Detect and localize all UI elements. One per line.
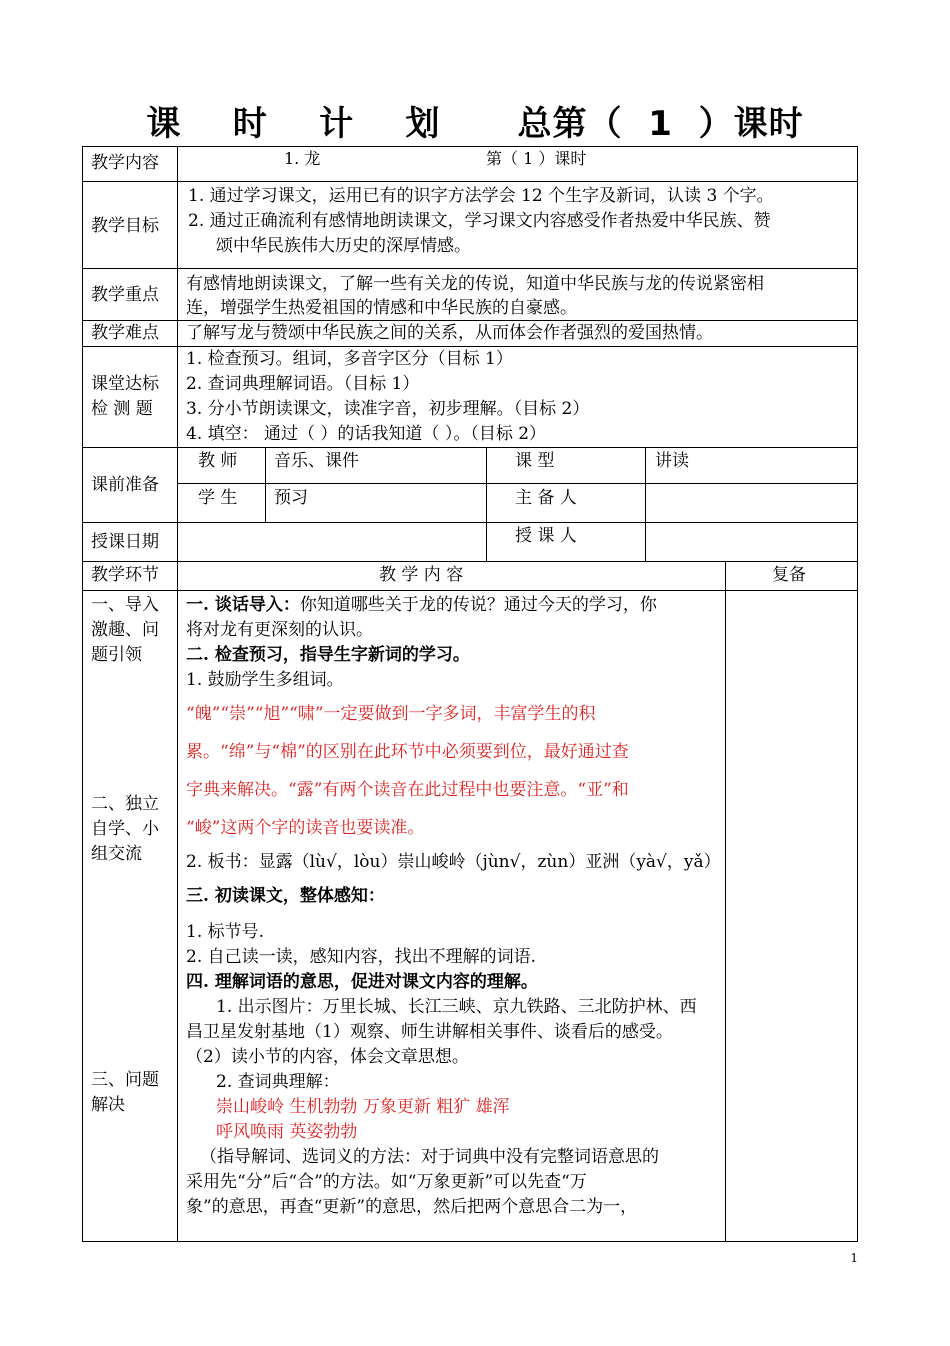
stage-2: 组交流 [91, 844, 142, 864]
section-4-heading: 四. 理解词语的意思，促进对课文内容的理解。 [186, 972, 538, 992]
goals-label: 教学目标 [91, 216, 159, 236]
teacher-label: 教 师 [198, 451, 238, 471]
section-3-item-2: 2. 自己读一读，感知内容，找出不理解的词语. [186, 947, 537, 967]
assessment-label: 检 测 题 [91, 399, 153, 419]
section-2-item-1: 1. 鼓励学生多组词。 [186, 670, 344, 690]
instructor-label: 授 课 人 [515, 526, 577, 546]
vocab-words: 崇山峻岭 生机勃勃 万象更新 粗犷 雄浑 [216, 1097, 510, 1117]
row-divider [177, 483, 858, 484]
stage-3: 三、问题 [91, 1070, 159, 1090]
title-char: 划 [405, 104, 441, 144]
row-divider [82, 447, 858, 448]
row-divider [82, 181, 858, 182]
difficulty-text: 了解写龙与赞颂中华民族之间的关系，从而体会作者强烈的爱国热情。 [186, 323, 713, 343]
assessment-label: 课堂达标 [91, 374, 159, 394]
column-divider [725, 561, 726, 1242]
key-points-line: 有感情地朗读课文，了解一些有关龙的传说，知道中华民族与龙的传说紧密相 [186, 274, 764, 294]
title-suffix: ）课时 [698, 104, 804, 144]
notes-header: 复备 [772, 565, 806, 585]
goal-item-2-cont: 颂中华民族伟大历史的深厚情感。 [216, 236, 471, 256]
goal-item-1: 1. 通过学习课文，运用已有的识字方法学会 12 个生字及新词，认读 3 个字。 [188, 186, 774, 206]
content-header: 教 学 内 容 [379, 565, 464, 585]
title-char: 课 [146, 104, 182, 144]
title-char: 计 [319, 104, 355, 144]
column-divider [486, 447, 487, 561]
teacher-value: 音乐、课件 [274, 451, 359, 471]
section-3-item-1: 1. 标节号. [186, 922, 265, 942]
section-1 [186, 593, 657, 618]
section-2-item-2: 2. 板书：显露（lù√，lòu）崇山峻岭（jùn√，zùn）亚洲（yà√，yǎ） [186, 852, 721, 872]
stage-1: 题引领 [91, 645, 142, 665]
column-divider [645, 447, 646, 561]
assessment-item-3: 3. 分小节朗读课文，读准字音，初步理解。（目标 2） [186, 399, 590, 419]
row-divider [82, 561, 858, 562]
column-divider [177, 146, 178, 1242]
lesson-period: 第（ 1 ）课时 [486, 149, 587, 168]
stage-header: 教学环节 [91, 565, 159, 585]
student-label: 学 生 [198, 488, 238, 508]
page-title [0, 96, 950, 145]
stage-1: 一、导入 [91, 595, 159, 615]
section-2-note: “魄”“崇”“旭”“啸”一定要做到一字多词，丰富学生的积 [186, 704, 596, 724]
section-2-heading: 二. 检查预习，指导生字新词的学习。 [186, 645, 470, 665]
page-number: 1 [850, 1251, 858, 1265]
stage-3: 解决 [91, 1095, 125, 1115]
stage-2: 自学、小 [91, 819, 159, 839]
method-note: 采用先“分”后“合”的方法。如“万象更新”可以先查“万 [186, 1172, 587, 1192]
stage-2: 二、独立 [91, 794, 159, 814]
row-divider [82, 268, 858, 269]
type-label: 课 型 [515, 451, 555, 471]
section-1-heading: 一. 谈话导入： [186, 595, 300, 615]
key-points-label: 教学重点 [91, 285, 159, 305]
title-total: 总第（ [517, 104, 623, 144]
stage-1: 激趣、问 [91, 620, 159, 640]
section-2-note: 字典来解决。“露”有两个读音在此过程中也要注意。“亚”和 [186, 780, 629, 800]
section-4-item-1: （2）读小节的内容，体会文章思想。 [186, 1047, 469, 1067]
section-1-text: 将对龙有更深刻的认识。 [186, 620, 373, 640]
assessment-item-2: 2. 查词典理解词语。（目标 1） [186, 374, 420, 394]
title-number: 1 [648, 104, 673, 144]
type-value: 讲读 [655, 451, 689, 471]
section-3-heading: 三. 初读课文，整体感知： [186, 886, 385, 906]
row-divider [82, 590, 858, 591]
section-4-item-1: 昌卫星发射基地（1）观察、师生讲解相关事件、谈看后的感受。 [186, 1022, 673, 1042]
student-value: 预习 [274, 488, 308, 508]
lead-preparer-label: 主 备 人 [515, 488, 577, 508]
method-note: 象”的意思，再查“更新”的意思，然后把两个意思合二为一， [186, 1197, 638, 1217]
section-2-note: “峻”这两个字的读音也要读准。 [186, 818, 425, 838]
row-divider [82, 522, 858, 523]
column-divider [265, 447, 266, 522]
key-points-line: 连，增强学生热爱祖国的情感和中华民族的自豪感。 [186, 298, 577, 318]
difficulty-label: 教学难点 [91, 323, 159, 343]
method-note: （指导解词、选词义的方法：对于词典中没有完整词语意思的 [200, 1147, 659, 1167]
title-char: 时 [232, 104, 268, 144]
assessment-item-1: 1. 检查预习。组词，多音字区分（目标 1） [186, 349, 513, 369]
section-4-item-1: 1. 出示图片：万里长城、长江三峡、京九铁路、三北防护林、西 [216, 997, 697, 1017]
section-2-note: 累。“绵”与“棉”的区别在此环节中必须要到位，最好通过查 [186, 742, 629, 762]
prep-label: 课前准备 [91, 475, 159, 495]
date-label: 授课日期 [91, 532, 159, 552]
section-4-item-2: 2. 查词典理解： [216, 1072, 340, 1092]
assessment-item-4: 4. 填空： 通过（ ）的话我知道（ ）。（目标 2） [186, 424, 547, 444]
vocab-words: 呼风唤雨 英姿勃勃 [216, 1122, 358, 1142]
content-label: 教学内容 [91, 153, 159, 173]
section-1-text: 你知道哪些关于龙的传说？通过今天的学习，你 [299, 595, 657, 615]
lesson-name: 1. 龙 [284, 149, 321, 168]
goal-item-2: 2. 通过正确流利有感情地朗读课文，学习课文内容感受作者热爱中华民族、赞 [188, 211, 771, 231]
